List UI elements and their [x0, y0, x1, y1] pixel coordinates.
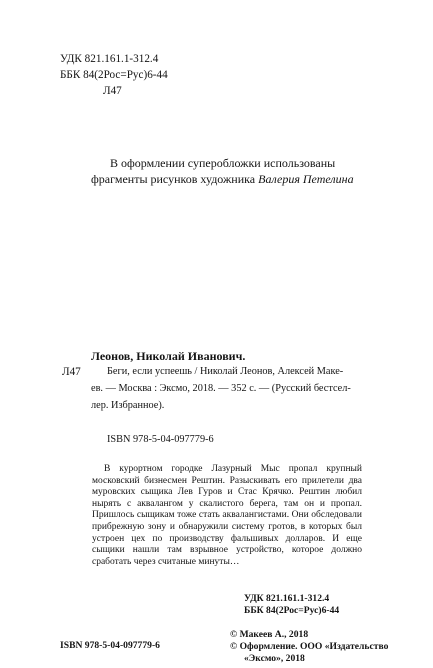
artist-name: Валерия Петелина	[258, 172, 354, 186]
udk-code: УДК 821.161.1-312.4	[60, 53, 159, 65]
annotation-text: В курортном городке Лазурный Мыс пропал крупный московский бизнесмен Рештин. Разыскивать его прилетели два муровских сыщика Лев Гуров и Стас Крячко. Рештин любил нырять с аквалангом у скалистого берега, там он и пропал. Пришлось сыщикам тоже стать аквалангистами. Они обследовали прибрежную зону и обнаружили систему гротов, в которых был устроен цех по производству фальшивых долларов. И еще сыщики нашли там взрывное устройство, которое должно сработать через считаные минуты…	[92, 464, 362, 567]
bbk-code: ББК 84(2Рос=Рус)6-44	[60, 69, 168, 81]
cover-credit-prefix: фрагменты рисунков художника	[91, 172, 256, 186]
copyright-publisher: «Эксмо», 2018	[244, 653, 305, 664]
annotation	[92, 464, 362, 568]
bottom-udk-code: УДК 821.161.1-312.4	[244, 593, 330, 604]
isbn-bottom: ISBN 978-5-04-097779-6	[60, 640, 160, 651]
bottom-bbk-code: ББК 84(2Рос=Рус)6-44	[244, 605, 340, 616]
author-sign-code: Л47	[103, 85, 122, 97]
bib-line-1: Беги, если успеешь / Николай Леонов, Алексей Маке-	[107, 366, 344, 377]
bib-line-2: ев. — Москва : Эксмо, 2018. — 352 с. — (Русский бестсел-	[91, 383, 351, 394]
copyright-author: © Макеев А., 2018	[230, 629, 309, 640]
cover-credit-line2	[91, 172, 354, 187]
cover-credit-line1: В оформлении суперобложки использованы	[110, 156, 336, 170]
catalog-code: Л47	[62, 366, 81, 378]
copyright-design: © Оформление. ООО «Издательство	[230, 641, 389, 652]
author-heading: Леонов, Николай Иванович.	[91, 349, 246, 363]
bib-line-3: лер. Избранное).	[91, 400, 165, 411]
isbn-main: ISBN 978-5-04-097779-6	[107, 434, 214, 445]
